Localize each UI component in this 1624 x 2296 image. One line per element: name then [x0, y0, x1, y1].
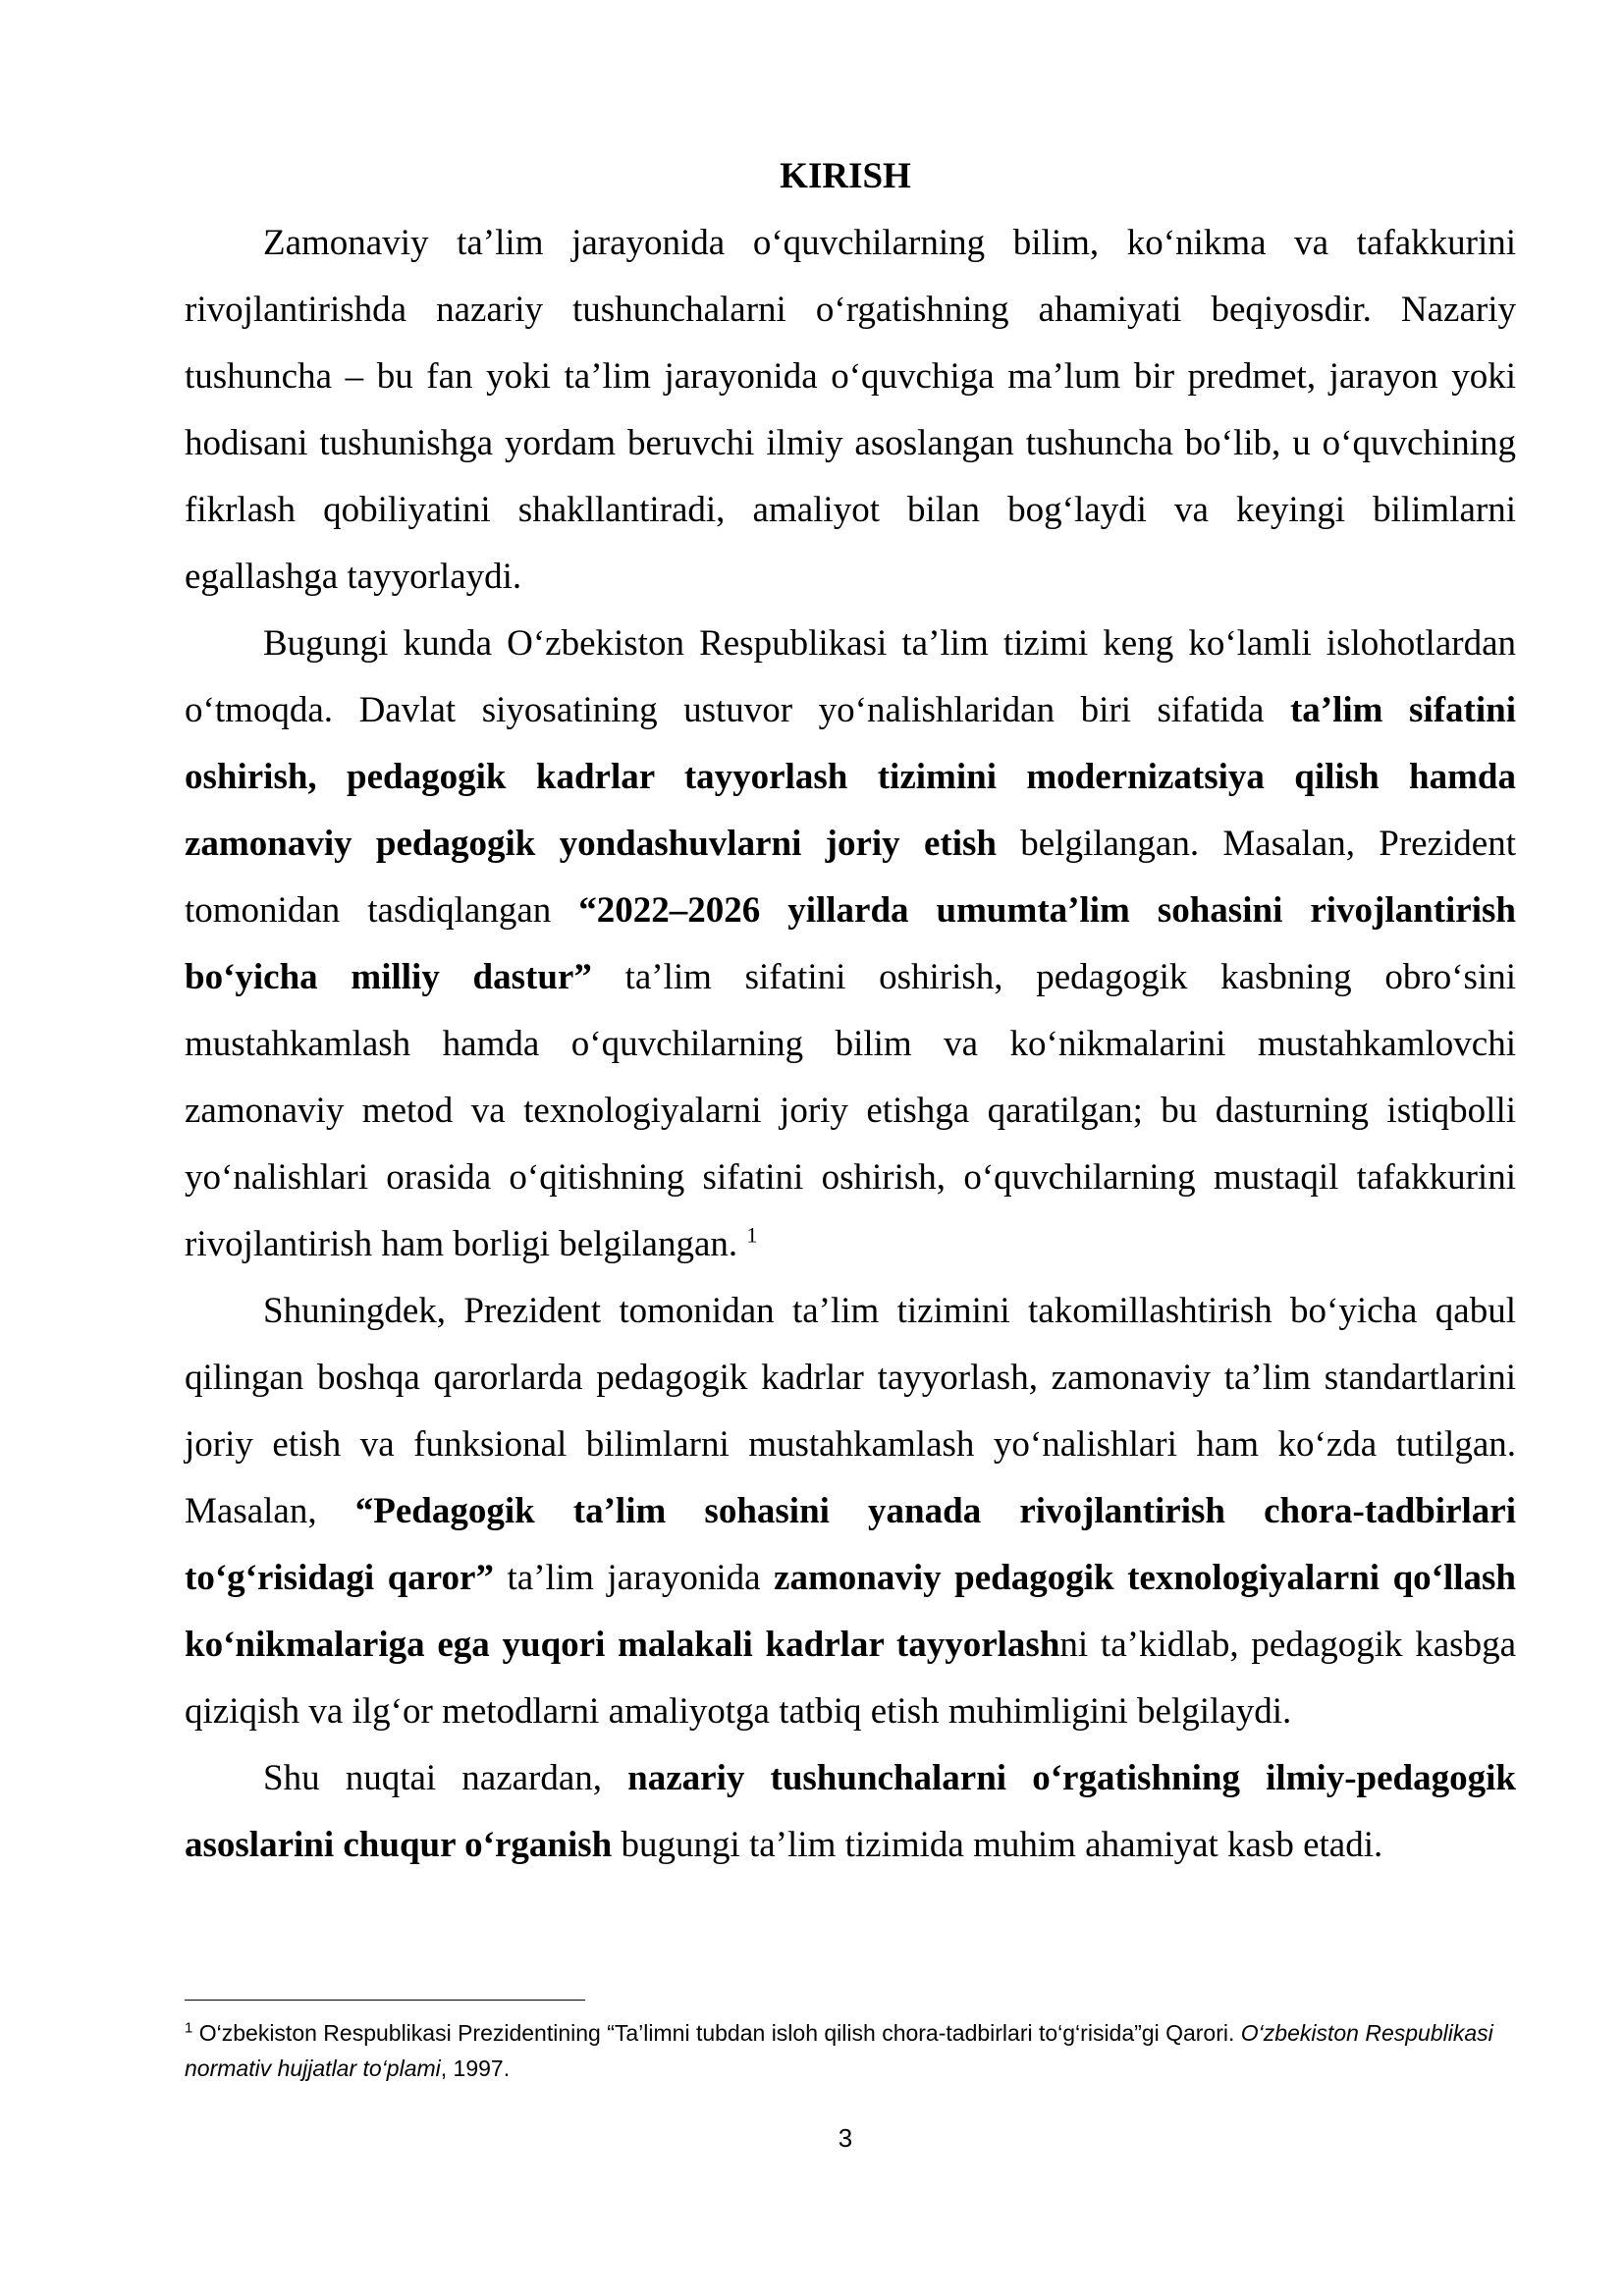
paragraph	[185, 611, 1516, 1278]
section-heading: KIRISH	[780, 156, 911, 196]
footnote	[185, 2015, 1520, 2086]
paragraph	[185, 1745, 1516, 1879]
footnote-tail: , 1997.	[440, 2056, 511, 2081]
footnote-source-italic: O‘zbekiston Respublikasi normativ hujjatlar to‘plami	[185, 2020, 1493, 2081]
text-run: ni ta’kidlab, pedagogik kasbga qiziqish va ilg‘or metodlarni amaliyotga tatbiq etish muhimligini belgilaydi.	[185, 1625, 1516, 1732]
text-run: Shuningdek, Prezident tomonidan ta’lim tizimini takomillashtirish bo‘yicha qabul qilingan boshqa qarorlarda pedagogik kadrlar tayyorlash, zamonaviy ta’lim standartlarini joriy etish va funksional bilimlarni mustahkamlash yo‘nalishlari ham ko‘zda tutilgan. Masalan,	[185, 1291, 1516, 1531]
text-run: Zamonaviy ta’lim jarayonida o‘quvchilarning bilim, ko‘nikma va tafakkurini rivojlantirishda nazariy tushunchalarni o‘rgatishning ahamiyati beqiyosdir. Nazariy tushuncha – bu fan yoki ta’lim jarayonida o‘quvchiga ma’lum bir predmet, jarayon yoki hodisani tushunishga yordam beruvchi ilmiy asoslangan tushuncha bo‘lib, u o‘quvchining fikrlash qobiliyatini shakllantiradi, amaliyot bilan bog‘laydi va keyingi bilimlarni egallashga tayyorlaydi.	[185, 223, 1516, 597]
paragraph	[185, 1278, 1516, 1745]
footnote-text: O‘zbekiston Respublikasi Prezidentining “Ta’limni tubdan isloh qilish chora-tadbirlari to‘g‘risida”gi Qarori.	[192, 2020, 1241, 2046]
footnote-reference[interactable]: 1	[746, 1222, 758, 1248]
page-number: 3	[838, 2123, 853, 2153]
bold-text-run: nazariy tushunchalarni o‘rgatishning ilmiy-pedagogik asoslarini chuqur o‘rganish	[185, 1758, 1516, 1865]
footnote-separator	[185, 2000, 585, 2001]
text-run: Bugungi kunda O‘zbekiston Respublikasi ta’lim tizimi keng ko‘lamli islohotlardan o‘tmoqda. Davlat siyosatining ustuvor yo‘nalishlaridan biri sifatida	[185, 623, 1516, 730]
footnote-mark: 1	[185, 2019, 193, 2037]
bold-text-run: zamonaviy pedagogik texnologiyalarni qo‘llash ko‘nikmalariga ega yuqori malakali kadrlar tayyorlash	[185, 1558, 1516, 1665]
text-run: ta’lim jarayonida	[493, 1558, 775, 1598]
text-run: ta’lim sifatini oshirish, pedagogik kasbning obro‘sini mustahkamlash hamda o‘quvchilarning bilim va ko‘nikmalarini mustahkamlovchi zamonaviy metod va texnologiyalarni joriy etishga qaratilgan; bu dasturning istiqbolli yo‘nalishlari orasida o‘qitishning sifatini oshirish, o‘quvchilarning mustaqil tafakkurini rivojlantirish ham borligi belgilangan.	[185, 957, 1516, 1264]
body-text	[185, 210, 1516, 1879]
text-run: bugungi ta’lim tizimida muhim ahamiyat kasb etadi.	[612, 1825, 1383, 1865]
text-run: Shu nuqtai nazardan,	[263, 1758, 628, 1798]
bold-text-run: ta’lim sifatini oshirish, pedagogik kadrlar tayyorlash tizimini modernizatsiya qilish hamda zamonaviy pedagogik yondashuvlarni joriy etish	[185, 690, 1517, 864]
bold-text-run: “2022–2026 yillarda umumta’lim sohasini rivojlantirish bo‘yicha milliy dastur”	[185, 890, 1516, 997]
bold-text-run: “Pedagogik ta’lim sohasini yanada rivojlantirish chora-tadbirlari to‘g‘risidagi qaror”	[185, 1491, 1516, 1598]
text-run: belgilangan. Masalan, Prezident tomonidan tasdiqlangan	[185, 824, 1516, 931]
paragraph	[185, 210, 1516, 611]
